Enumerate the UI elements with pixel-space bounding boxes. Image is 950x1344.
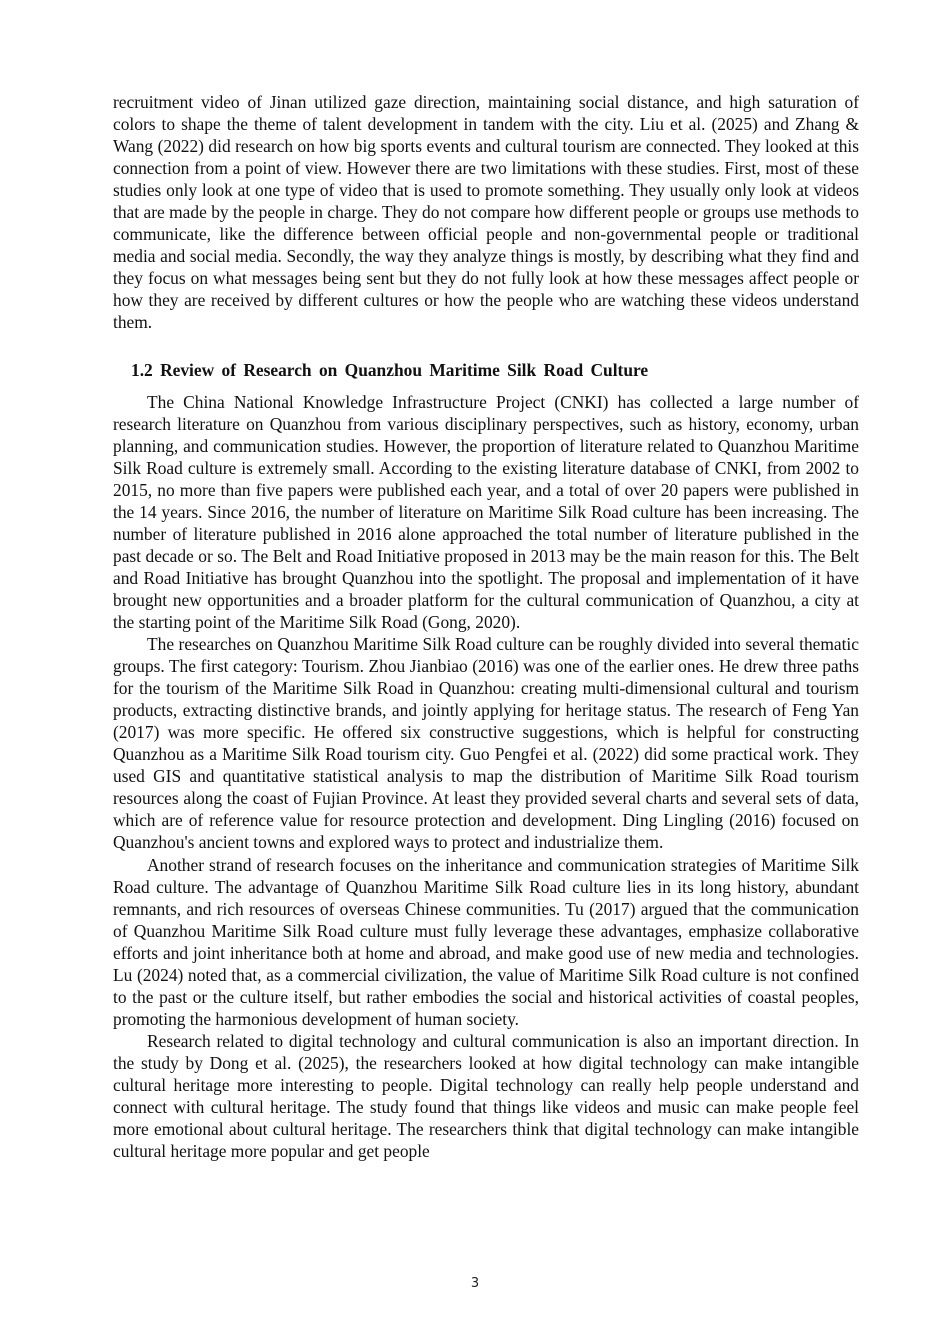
body-paragraph-digital: Research related to digital technology and cultural communication is also an important direction. In the study by Dong et al. (2025), the researchers looked at how digital technology can make intangible cultural heritage more interesting to people. Digital technology can really help people understand and connect with cultural heritage. The study found that things like videos and music can make people feel more emotional about cultural heritage. The researchers think that digital technology can make intangible cultural heritage more popular and get people (113, 1030, 859, 1162)
intro-paragraph: recruitment video of Jinan utilized gaze direction, maintaining social distance, and high saturation of colors to shape the theme of talent development in tandem with the city. Liu et al. (2025) and Zhang & Wang (2022) did research on how big sports events and cultural tourism are connected. They looked at this connection from a point of view. However there are two limitations with these studies. First, most of these studies only look at one type of video that is used to promote something. They usually only look at videos that are made by the people in charge. They do not compare how different people or groups use methods to communicate, like the difference between official people and non-governmental people or traditional media and social media. Secondly, the way they analyze things is mostly, by describing what they find and they focus on what messages being sent but they do not fully look at how these messages affect people or how they are received by different cultures or how the people who are watching these videos understand them. (113, 92, 859, 333)
body-paragraph-cnki: The China National Knowledge Infrastructure Project (CNKI) has collected a large number of research literature on Quanzhou from various disciplinary perspectives, such as history, economy, urban planning, and communication studies. However, the proportion of literature related to Quanzhou Maritime Silk Road culture is extremely small. According to the existing literature database of CNKI, from 2002 to 2015, no more than five papers were published each year, and a total of over 20 papers were published in the 14 years. Since 2016, the number of literature on Maritime Silk Road culture has been increasing. The number of literature published in 2016 alone approached the total number of literature published in the past decade or so. The Belt and Road Initiative proposed in 2013 may be the main reason for this. The Belt and Road Initiative has brought Quanzhou into the spotlight. The proposal and implementation of it have brought new opportunities and a broader platform for the cultural communication of Quanzhou, a city at the starting point of the Maritime Silk Road (Gong, 2020). (113, 391, 859, 632)
document-page (113, 91, 859, 1162)
body-paragraph-tourism: The researches on Quanzhou Maritime Silk Road culture can be roughly divided into several thematic groups. The first category: Tourism. Zhou Jianbiao (2016) was one of the earlier ones. He drew three paths for the tourism of the Maritime Silk Road in Quanzhou: creating multi-dimensional cultural and tourism products, extracting distinctive brands, and jointly applying for heritage status. The research of Feng Yan (2017) was more specific. He offered six constructive suggestions, which is helpful for constructing Quanzhou as a Maritime Silk Road tourism city. Guo Pengfei et al. (2022) did some practical work. They used GIS and quantitative statistical analysis to map the distribution of Maritime Silk Road tourism resources along the coast of Fujian Province. At least they provided several charts and several sets of data, which are of reference value for resource protection and development. Ding Lingling (2016) focused on Quanzhou's ancient towns and explored ways to protect and industrialize them. (113, 634, 859, 853)
section-heading: 1.2 Review of Research on Quanzhou Maritime Silk Road Culture (131, 359, 649, 380)
body-paragraph-inheritance: Another strand of research focuses on the inheritance and communication strategies of Maritime Silk Road culture. The advantage of Quanzhou Maritime Silk Road culture lies in its long history, abundant remnants, and rich resources of overseas Chinese communities. Tu (2017) argued that the communication of Quanzhou Maritime Silk Road culture must fully leverage these advantages, emphasize collaborative efforts and joint inheritance both at home and abroad, and make good use of new media and technologies. Lu (2024) noted that, as a commercial civilization, the value of Maritime Silk Road culture is not confined to the past or the culture itself, but rather embodies the social and historical activities of coastal peoples, promoting the harmonious development of human society. (113, 854, 859, 1029)
page-number: 3 (470, 1276, 480, 1291)
